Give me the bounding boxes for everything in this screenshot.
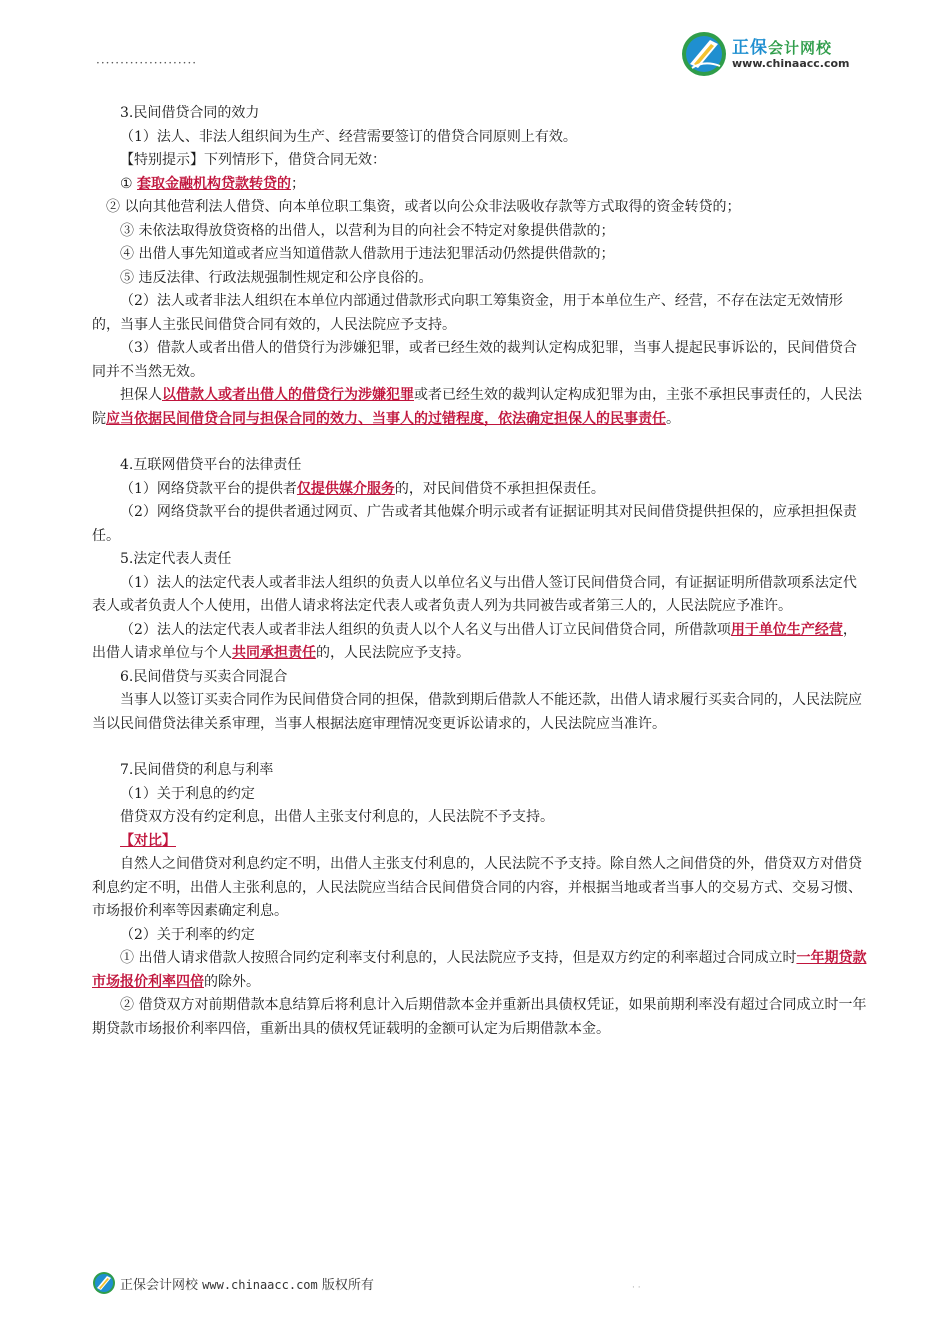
chinaacc-logo bbox=[680, 30, 880, 78]
compare-label: 【对比】 bbox=[120, 832, 176, 849]
section5-p1: （1）法人的法定代表人或者非法人组织的负责人以单位名义与出借人签订民间借贷合同，有证据证明所借款项系法定代表人或者负责人个人使用，出借人请求将法定代表人或者负责人列为共同被告或者第三人的，人民法院应予准许。 bbox=[92, 574, 857, 614]
section3-p2: （2）法人或者非法人组织在本单位内部通过借款形式向职工筹集资金，用于本单位生产、经营，不存在法定无效情形的，当事人主张民间借贷合同有效的，人民法院应予支持。 bbox=[92, 293, 843, 333]
highlight-text: 以借款人或者出借人的借贷行为涉嫌犯罪 bbox=[162, 387, 414, 403]
section6-title: 6.民间借贷与买卖合同混合 bbox=[120, 668, 288, 685]
section3-tip: 【特别提示】下列情形下，借贷合同无效： bbox=[120, 152, 386, 168]
highlight-text: 套取金融机构贷款转贷的 bbox=[137, 175, 292, 192]
section3-item1: ① 套取金融机构贷款转贷的； bbox=[120, 175, 306, 192]
section7-p2: 自然人之间借贷对利息约定不明，出借人主张支付利息的，人民法院不予支持。除自然人之间借贷的外，借贷双方对借贷利息约定不明，出借人主张利息的，人民法院应当结合民间借贷合同的内容，并根据当地或者当事人的交易方式、交易习惯、市场报价利率等因素确定利息。 bbox=[92, 856, 862, 919]
section5-title: 5.法定代表人责任 bbox=[120, 551, 232, 567]
section3-item2: ② 以向其他营利法人借贷、向本单位职工集资，或者以向公众非法吸收存款等方式取得的资金转贷的； bbox=[106, 199, 741, 215]
section7-p3: ① 出借人请求借款人按照合同约定利率支付利息的，人民法院应予支持，但是双方约定的利率超过合同成立时一年期贷款市场报价利率四倍的除外。 bbox=[92, 950, 867, 990]
logo-emblem-icon bbox=[680, 30, 728, 78]
page-footer bbox=[92, 1271, 492, 1295]
document-body bbox=[92, 102, 867, 1041]
section3-item3: ③ 未依法取得放贷资格的出借人，以营利为目的向社会不特定对象提供借款的； bbox=[120, 222, 615, 239]
footer-logo-icon bbox=[92, 1271, 116, 1295]
header-running-title: ····················· bbox=[96, 56, 198, 70]
logo-url: www.chinaacc.com bbox=[732, 57, 850, 70]
section7-sub1: （1）关于利息的约定 bbox=[120, 785, 255, 802]
section3-p3: （3）借款人或者出借人的借贷行为涉嫌犯罪，或者已经生效的裁判认定构成犯罪，当事人提起民事诉讼的，民间借贷合同并不当然无效。 bbox=[92, 340, 857, 380]
page-number-mark: · · bbox=[632, 1283, 641, 1293]
section3-item5: ⑤ 违反法律、行政法规强制性规定和公序良俗的。 bbox=[120, 269, 433, 286]
section3-p1: （1）法人、非法人组织间为生产、经营需要签订的借贷合同原则上有效。 bbox=[120, 128, 577, 145]
section4-p2: （2）网络贷款平台的提供者通过网页、广告或者其他媒介明示或者有证据证明其对民间借贷提供担保的，应承担担保责任。 bbox=[92, 504, 857, 544]
section7-sub2: （2）关于利率的约定 bbox=[120, 926, 255, 943]
section4-p1: （1）网络贷款平台的提供者仅提供媒介服务的，对民间借贷不承担担保责任。 bbox=[120, 480, 605, 497]
highlight-text: 共同承担责任 bbox=[232, 645, 316, 661]
section6-p1: 当事人以签订买卖合同作为民间借贷合同的担保，借款到期后借款人不能还款，出借人请求履行买卖合同的，人民法院应当以民间借贷法律关系审理，当事人根据法庭审理情况变更诉讼请求的，人民法院应当准许。 bbox=[92, 692, 862, 732]
highlight-text: 一年期贷款市场报价利率四倍 bbox=[92, 950, 867, 990]
section3-item4: ④ 出借人事先知道或者应当知道借款人借款用于违法犯罪活动仍然提供借款的； bbox=[120, 246, 615, 262]
logo-brand-text: 正保会计网校 bbox=[732, 38, 833, 58]
highlight-text: 用于单位生产经营 bbox=[730, 621, 843, 638]
highlight-text: 应当依据民间借贷合同与担保合同的效力、当事人的过错程度，依法确定担保人的民事责任 bbox=[106, 410, 666, 427]
highlight-text: 仅提供媒介服务 bbox=[296, 480, 395, 497]
section7-p4: ② 借贷双方对前期借款本息结算后将利息计入后期借款本金并重新出具债权凭证，如果前期利率没有超过合同成立时一年期贷款市场报价利率四倍，重新出具的债权凭证载明的金额可认定为后期借款本金。 bbox=[92, 997, 867, 1037]
section5-p2: （2）法人的法定代表人或者非法人组织的负责人以个人名义与出借人订立民间借贷合同，所借款项用于单位生产经营，出借人请求单位与个人共同承担责任的，人民法院应予支持。 bbox=[92, 621, 857, 661]
section4-title: 4.互联网借贷平台的法律责任 bbox=[120, 457, 302, 473]
section7-title: 7.民间借贷的利息与利率 bbox=[120, 762, 274, 778]
footer-text: 正保会计网校 www.chinaacc.com 版权所有 bbox=[120, 1278, 374, 1293]
section7-compare bbox=[92, 830, 867, 854]
section3-title: 3.民间借贷合同的效力 bbox=[120, 105, 260, 121]
section3-p4: 担保人以借款人或者出借人的借贷行为涉嫌犯罪或者已经生效的裁判认定构成犯罪为由，主张不承担民事责任的，人民法院应当依据民间借贷合同与担保合同的效力、当事人的过错程度，依法确定担保人的民事责任。 bbox=[92, 387, 862, 427]
section7-p1: 借贷双方没有约定利息，出借人主张支付利息的，人民法院不予支持。 bbox=[120, 809, 554, 825]
